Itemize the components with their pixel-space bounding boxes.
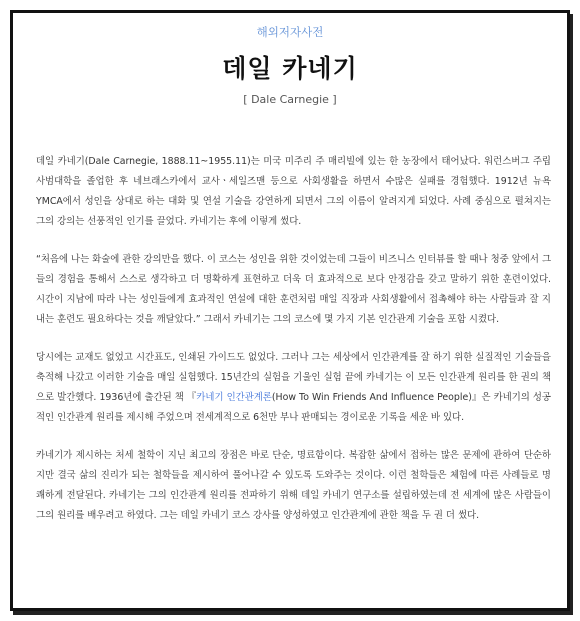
paragraph-3-text-end: (How To Win Friends And Influence People)』은 카네기의 성공적인 인간관계 원리를 제시해 주었으며 전세계적으로 6천만 부나 판매되는 경이로운 기록을 세운 바 있다. xyxy=(36,392,551,423)
paragraph-4: 카네기가 제시하는 처세 철학이 지닌 최고의 장점은 바로 단순, 명료함이다. 복잡한 삶에서 접하는 많은 문제에 관하여 단순하지만 결국 삶의 진리가 되는 철학들을 제시하여 풀어나갈 수 있도록 도와주는 것이다. 이런 철학들은 체험에 따른 사례들로 명쾌하게 전달된다. 카네기는 그의 인간관계 원리를 전파하기 위해 데일 카네기 연구소를 설립하였는데 전 세계에 많은 사람들이 그의 원리를 배우려고 하였다. 그는 데일 카네기 코스 강사를 양성하였고 인간관계에 관한 책을 두 권 더 썼다. xyxy=(36,450,551,521)
paragraph-2: “처음에 나는 화술에 관한 강의만을 했다. 이 코스는 성인을 위한 것이었는데 그들이 비즈니스 인터뷰를 할 때나 청중 앞에서 그들의 경험을 통해서 스스로 생각하고 더 명확하게 표현하고 더욱 더 효과적으로 보다 안정감을 갖고 말하기 위한 훈련이었다. 시간이 지남에 따라 나는 성인들에게 효과적인 연설에 대한 훈련처럼 매일 직장과 사회생활에서 접촉해야 하는 사람들과 잘 지내는 훈련도 필요하다는 것을 깨달았다.” 그래서 카네기는 그의 코스에 몇 가지 기본 인간관계 기술을 포함 시켰다. xyxy=(36,254,551,325)
paragraph-3 xyxy=(36,348,551,428)
page-subtitle: [ Dale Carnegie ] xyxy=(243,93,337,106)
paragraph-3-text-start: 당시에는 교재도 없었고 시간표도, 인쇄된 가이드도 없었다. 그러나 그는 세상에서 인간관계를 잘 하기 위한 실질적인 기술들을 축적해 나갔고 이러한 기술을 매일 실험했다. 15년간의 실험을 기울인 실험 끝에 카네기는 이 모든 인간관계 원리를 한 권의 책으로 발간했다. 1936년에 출간된 책 『 xyxy=(36,352,551,403)
page-title: 데일 카네기 xyxy=(222,54,358,83)
article-frame xyxy=(10,10,570,611)
paragraph-1: 데일 카네기(Dale Carnegie, 1888.11~1955.11)는 미국 미주리 주 매리빌에 있는 한 농장에서 태어났다. 워런스버그 주립 사범대학을 졸업한 후 네브래스카에서 교사ㆍ세일즈맨 등으로 사회생활을 하면서 수많은 실패를 경험했다. 1912년 뉴욕 YMCA에서 성인을 상대로 하는 대화 및 연설 기술을 강연하게 되면서 그의 이름이 알려지게 되었다. 사례 중심으로 펼쳐지는 그의 강의는 선풍적인 인기를 끌었다. 카네기는 후에 이렇게 썼다. xyxy=(36,156,551,227)
category-label[interactable]: 해외저자사전 xyxy=(256,25,324,39)
book-title-link[interactable]: 카네기 인간관계론 xyxy=(196,392,272,403)
article-body xyxy=(36,152,551,544)
